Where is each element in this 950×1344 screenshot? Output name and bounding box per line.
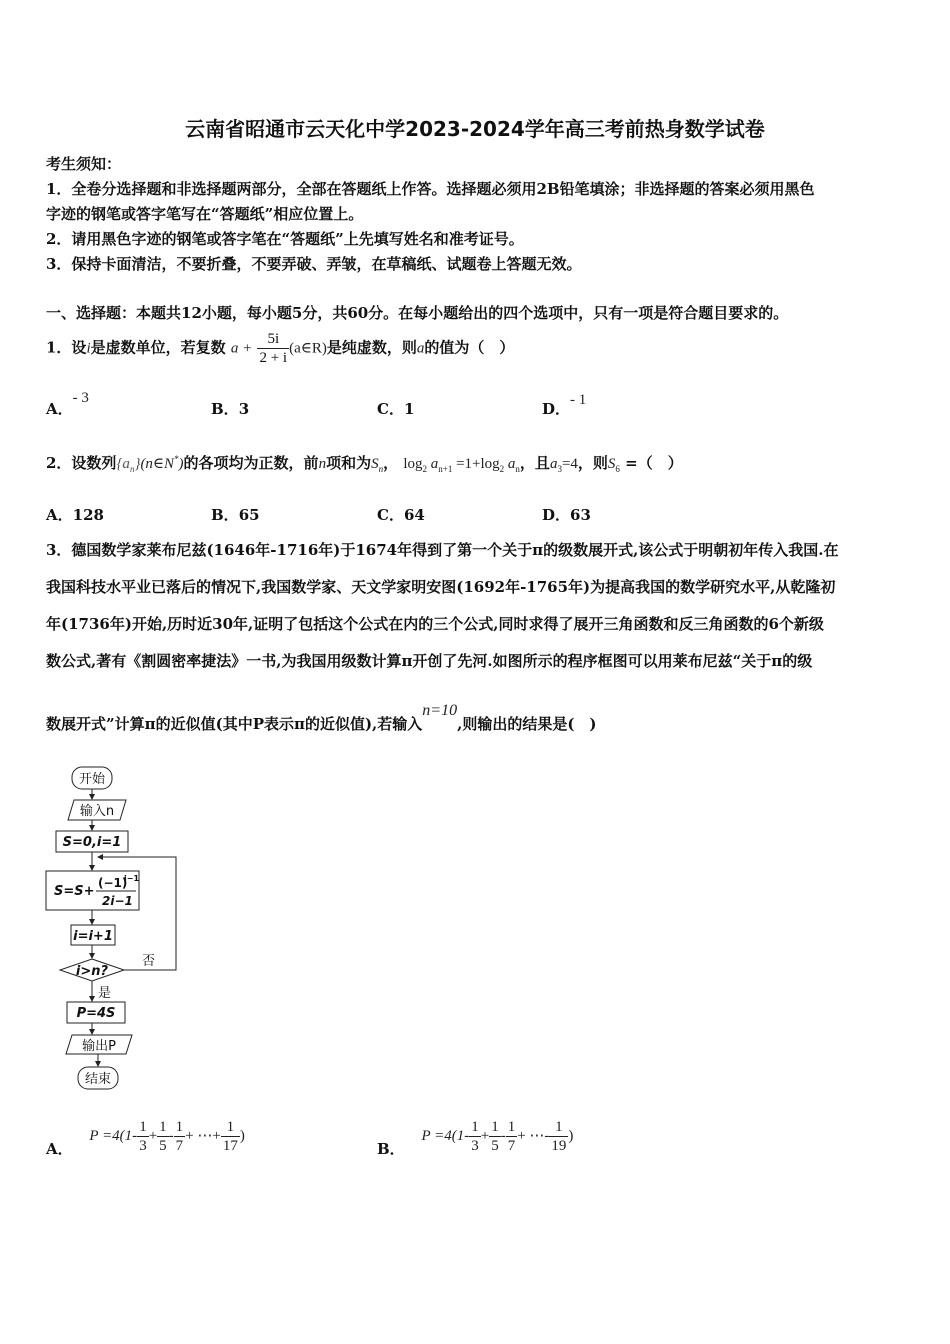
q3-a-post: ) xyxy=(239,1127,245,1144)
flow-no-label: 否 xyxy=(142,954,156,969)
flow-output: 输出P xyxy=(82,1039,116,1054)
q2-S6: S xyxy=(607,456,616,472)
q1-option-a-value: - 3 xyxy=(72,390,89,406)
q2-a2-sub: n xyxy=(515,464,520,474)
flow-cond: i>n? xyxy=(75,964,109,979)
q3-a-frac1 xyxy=(137,1118,149,1155)
q1-option-a[interactable] xyxy=(46,390,89,419)
q1-option-b[interactable] xyxy=(211,398,249,419)
q3-a-frac4-den: 17 xyxy=(222,1138,238,1154)
q3-b-post: ) xyxy=(568,1127,574,1144)
q3-b-frac3 xyxy=(506,1118,518,1155)
q1-option-c-value: 1 xyxy=(403,400,415,418)
q3-option-a-label: A． xyxy=(46,1139,73,1158)
q3-b-frac2-num: 1 xyxy=(491,1119,499,1135)
q3-option-b-label: B． xyxy=(377,1139,405,1158)
q2-text1: 的各项均为正数，前 xyxy=(183,454,319,472)
q1-suffix-a: 是纯虚数，则 xyxy=(326,338,417,357)
q3-b-frac4-den: 19 xyxy=(551,1138,567,1154)
q1-cond: (a∈R) xyxy=(289,340,327,357)
q3-a-frac4 xyxy=(221,1118,240,1155)
q2-seq-sub: n xyxy=(129,464,135,474)
flowchart xyxy=(40,760,200,1096)
q2-log-equation xyxy=(403,456,520,472)
q2-a1: a xyxy=(430,456,439,472)
q3-line-5a: 数展开式”计算π的近似值(其中P表示π的近似值),若输入 xyxy=(46,715,423,733)
q3-a-frac3 xyxy=(174,1118,186,1155)
q2-seq-end: } xyxy=(134,456,141,472)
q2-S: S xyxy=(371,456,379,472)
q1-option-d-value: - 1 xyxy=(570,392,587,408)
q2-eq: =1+log xyxy=(456,456,500,472)
q3-line-2: 我国科技水平业已落后的情况下,我国数学家、天文学家明安图(1692年-1765年)为提高我国的数学研究水平,从乾隆初 xyxy=(46,578,836,596)
q1-option-c-label: C． xyxy=(377,400,404,418)
q1-fraction xyxy=(257,330,289,367)
q3-b-op2: - xyxy=(500,1127,506,1144)
q3-a-op1: + xyxy=(148,1127,158,1144)
q1-prefix: 1．设 xyxy=(46,338,87,357)
q3-b-frac4-num: 1 xyxy=(549,1118,568,1137)
q2-a3: a xyxy=(549,456,558,472)
q3-line-1: 3．德国数学家莱布尼兹(1646年-1716年)于1674年得到了第一个关于π的级数展开式,该公式于明朝初年传入我国.在 xyxy=(46,541,839,559)
q2-comma1: ， xyxy=(383,454,399,472)
question-1 xyxy=(46,330,514,367)
notice-item-2: 2．请用黑色字迹的钢笔或答字笔在“答题纸”上先填写姓名和准考证号。 xyxy=(46,230,524,248)
q2-cond-sup: * xyxy=(174,454,179,464)
q3-b-op3: + ⋯- xyxy=(517,1127,550,1144)
q3-line-5b: ,则输出的结果是( ) xyxy=(457,715,597,733)
q3-a-op2: - xyxy=(168,1127,174,1144)
q2-text4: ，则 xyxy=(577,454,608,472)
q2-option-c[interactable] xyxy=(377,504,425,525)
q3-b-pre: P =4(1- xyxy=(421,1127,470,1144)
flow-input: 输入n xyxy=(79,804,115,819)
q1-option-d[interactable] xyxy=(542,392,587,419)
q1-option-b-value: 3 xyxy=(238,400,250,418)
flow-end: 结束 xyxy=(84,1072,112,1087)
page-title: 云南省昭通市云天化中学2023-2024学年高三考前热身数学试卷 xyxy=(185,117,765,141)
q2-a3-sub: 3 xyxy=(557,464,562,474)
q2-text3: ，且 xyxy=(519,454,550,472)
q3-a-pre: P =4(1- xyxy=(89,1127,138,1144)
q1-a-plus: a + xyxy=(230,340,253,357)
q1-frac-num: 5i xyxy=(257,330,289,349)
flow-update-prefix: S=S+ xyxy=(54,884,95,899)
q1-option-a-label: A． xyxy=(46,400,73,418)
q3-n-input: n=10 xyxy=(422,702,458,719)
q3-b-frac3-num: 1 xyxy=(507,1119,516,1135)
q2-option-d[interactable] xyxy=(542,504,591,525)
flow-start: 开始 xyxy=(78,772,106,787)
notice-item-1a: 1．全卷分选择题和非选择题两部分，全部在答题纸上作答。选择题必须用2B铅笔填涂；非选择题的答案必须用黑色 xyxy=(46,180,815,198)
q3-b-frac1 xyxy=(469,1118,481,1155)
q2-option-a[interactable] xyxy=(46,504,104,525)
q3-a-frac2-den: 5 xyxy=(159,1138,167,1154)
q2-option-d-label: D． xyxy=(542,506,571,524)
q1-mid: 是虚数单位，若复数 xyxy=(90,338,226,357)
q2-log1-sub: 2 xyxy=(422,464,427,474)
q3-line-4: 数公式,著有《割圆密率捷法》一书,为我国用级数计算π开创了先河.如图所示的程序框图可以用莱布尼兹“关于π的级 xyxy=(46,652,813,670)
q1-option-b-label: B． xyxy=(211,400,239,418)
q2-a3-val: =4 xyxy=(561,456,578,472)
flow-update-num: (−1) xyxy=(98,876,128,890)
q2-option-d-value: 63 xyxy=(570,506,591,524)
q3-a-op3: + ⋯+ xyxy=(185,1127,221,1144)
q2-Sn xyxy=(371,456,383,472)
section-heading: 一、选择题：本题共12小题，每小题5分，共60分。在每小题给出的四个选项中，只有一项是符合题目要求的。 xyxy=(46,304,789,322)
flow-update-num-sup: i−1 xyxy=(124,874,140,883)
q2-cond-main: (n∈N xyxy=(140,456,175,472)
q3-a-frac4-num: 1 xyxy=(221,1118,240,1137)
q2-S-sub: n xyxy=(378,464,384,474)
q3-b-op1: + xyxy=(480,1127,490,1144)
q2-log1: log xyxy=(403,456,423,472)
q3-option-a-formula xyxy=(89,1119,245,1154)
q3-option-b[interactable] xyxy=(377,1118,574,1158)
q2-S6-sub: 6 xyxy=(615,464,620,474)
q3-b-frac1-den: 3 xyxy=(471,1138,479,1154)
q3-a-frac2-num: 1 xyxy=(159,1119,167,1135)
q3-b-frac1-num: 1 xyxy=(471,1119,479,1135)
q1-a: a xyxy=(416,340,425,357)
q3-a-frac3-den: 7 xyxy=(175,1138,184,1154)
q3-option-b-formula xyxy=(421,1119,574,1154)
q1-suffix-b: 的值为（ ） xyxy=(424,338,515,357)
q3-a-frac1-den: 3 xyxy=(139,1138,147,1154)
q2-a1-sub: n+1 xyxy=(438,464,453,474)
q2-a2: a xyxy=(507,456,516,472)
q2-option-b-label: B． xyxy=(211,506,239,524)
q2-option-b[interactable] xyxy=(211,504,260,525)
q2-cond xyxy=(140,456,183,472)
flow-update-den: 2i−1 xyxy=(102,894,133,908)
notice-item-1b: 字迹的钢笔或答字笔写在“答题纸”相应位置上。 xyxy=(46,205,364,223)
q2-seq xyxy=(116,456,140,472)
q3-b-frac4 xyxy=(549,1118,568,1155)
q1-option-d-label: D． xyxy=(542,400,571,418)
q3-b-frac3-den: 7 xyxy=(507,1138,516,1154)
q3-a-frac2 xyxy=(157,1118,169,1155)
q2-text5: =（ ） xyxy=(625,454,683,472)
q2-text2: 项和为 xyxy=(326,454,372,472)
q1-option-c[interactable] xyxy=(377,398,414,419)
flow-yes-label: 是 xyxy=(98,986,112,1001)
q3-line-3: 年(1736年)开始,历时近30年,证明了包括这个公式在内的三个公式,同时求得了展开三角函数和反三角函数的6个新级 xyxy=(46,615,824,633)
q3-line-5 xyxy=(46,702,597,734)
flow-init: S=0,i=1 xyxy=(62,835,122,850)
q3-a-frac1-num: 1 xyxy=(139,1119,147,1135)
notice-heading: 考生须知： xyxy=(46,155,122,173)
q2-n: n xyxy=(318,456,327,472)
flow-assign: P=4S xyxy=(76,1006,116,1021)
q2-option-a-label: A． xyxy=(46,506,73,524)
q3-option-a[interactable] xyxy=(46,1118,245,1158)
q3-b-frac2 xyxy=(489,1118,501,1155)
q2-prefix: 2．设数列 xyxy=(46,454,117,472)
q2-option-a-value: 128 xyxy=(72,506,104,524)
q3-b-frac2-den: 5 xyxy=(491,1138,499,1154)
q2-option-c-value: 64 xyxy=(403,506,425,524)
q2-cond-end: ) xyxy=(178,456,184,472)
notice-item-3: 3．保持卡面清洁，不要折叠，不要弄破、弄皱，在草稿纸、试题卷上答题无效。 xyxy=(46,255,582,273)
q2-option-b-value: 65 xyxy=(238,506,260,524)
q3-a-frac3-num: 1 xyxy=(175,1119,184,1135)
question-2 xyxy=(46,452,683,474)
q2-option-c-label: C． xyxy=(377,506,404,524)
q1-frac-den: 2 + i xyxy=(259,350,288,366)
q2-seq-a: {a xyxy=(116,456,130,472)
q2-log2-sub: 2 xyxy=(499,464,505,474)
q1-i: i xyxy=(86,340,91,357)
flow-incr: i=i+1 xyxy=(73,929,113,944)
